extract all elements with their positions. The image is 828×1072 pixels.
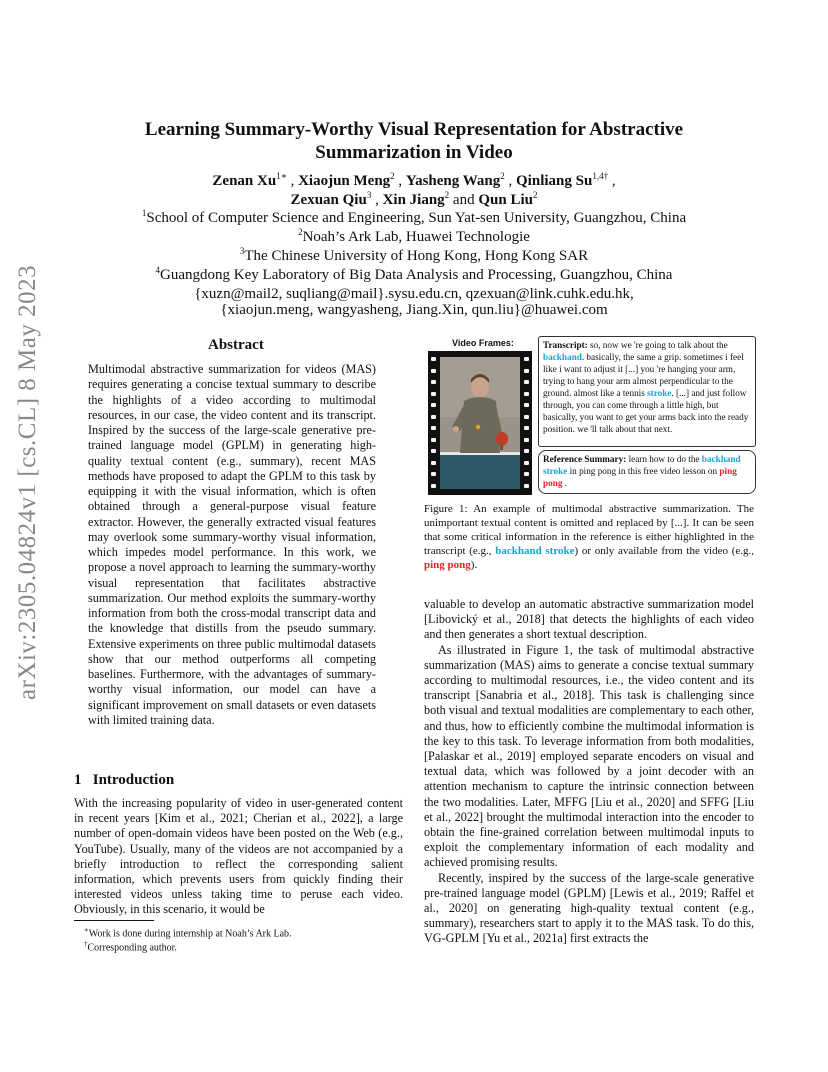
intro-heading xyxy=(74,772,174,789)
affil-text: Noah’s Ark Lab, Huawei Technologie xyxy=(302,229,530,245)
intro-number: 1 xyxy=(74,772,82,788)
author-affil: 1,4† xyxy=(592,171,609,181)
author-affil: 1∗ xyxy=(276,171,287,181)
film-sprocket-hole xyxy=(524,426,529,430)
arxiv-identifier: arXiv:2305.04824v1 [cs.CL] 8 May 2023 xyxy=(14,264,41,700)
film-sprocket-hole xyxy=(431,484,436,488)
affil-text: School of Computer Science and Engineering, Sun Yat-sen University, Guangzhou, China xyxy=(146,210,687,226)
author-name: Xiaojun Meng xyxy=(298,173,391,189)
film-sprocket-hole xyxy=(431,392,436,396)
affil-sup: 3 xyxy=(239,246,245,256)
author-name: Yasheng Wang xyxy=(405,173,501,189)
footnote-2 xyxy=(74,938,404,954)
email-line-2: {xiaojun.meng, wangyasheng, Jiang.Xin, qun.liu}@huawei.com xyxy=(220,302,608,318)
affiliation-3 xyxy=(80,247,748,266)
film-sprocket-hole xyxy=(431,449,436,453)
paper-title xyxy=(80,118,748,164)
ref-highlight-backhand-stroke: backhand stroke xyxy=(543,454,741,476)
film-sprocket-hole xyxy=(431,415,436,419)
film-sprocket-hole xyxy=(524,415,529,419)
footnote-text: Corresponding author. xyxy=(87,942,177,954)
author-name: Qun Liu xyxy=(478,192,533,208)
author-affil: 2 xyxy=(500,171,505,181)
title-line-2: Summarization in Video xyxy=(315,142,513,163)
affiliation-2 xyxy=(80,228,748,247)
transcript-label: Transcript: xyxy=(543,340,588,350)
abstract-text: Multimodal abstractive summarization for videos (MAS) requires generating a concise textual summary to describe the highlights of a video according to multimodal resources, in our case, the video content and its transcript. Inspired by the success of the large-scale generative pre-trained language model (GPLM) in generating high-quality textual content (e.g., summary), recent MAS methods have proposed to adapt the GPLM to this task by equipping it with the visual information, which is often obtained through a general-purpose visual feature extractor. However, the generally extracted visual features may overlook some summary-worthy visual information, which impedes model performance. In this work, we propose a novel approach to learning the summary-worthy visual representation that facilitates abstractive summarization. Our method exploits the summary-worthy information from both the cross-modal transcript data and the knowledge that distills from the pseudo summary. Extensive experiments on three public multimodal datasets show that our method outperforms all competing baselines. Furthermore, with the advantages of summary-worthy visual information, our model can have a significant improvement on small datasets or even datasets with limited training data. xyxy=(88,362,376,727)
affiliation-1 xyxy=(80,209,748,228)
author-list: Zenan $Xu^{1∗}$ , Xiaojun Meng$^2$ , Yasheng Wang$^2$ , Qinliang $Su^{1,4\dagger}$ , Zexuan Qiu$^3$ , Xin Jiang$^2$ and Qun Liu$^2$ xyxy=(212,171,616,208)
paragraph-3: Recently, inspired by the success of the large-scale generative pre-trained language model (GPLM) [Lewis et al., 2019; Raffel et al., 2020] on generating high-quality textual content (e.g., summary), researchers start to apply it to the MAS task. To do this, VG-GPLM [Yu et al., 2021a] first extracts the xyxy=(424,870,754,946)
author-name: Qinliang Su xyxy=(516,173,593,189)
affil-text: Guangdong Key Laboratory of Big Data Analysis and Processing, Guangzhou, China xyxy=(160,267,673,283)
film-sprocket-hole xyxy=(524,403,529,407)
title-line-1: Learning Summary-Worthy Visual Representation for Abstractive xyxy=(144,119,684,140)
caption-text-3: ). xyxy=(470,559,478,571)
film-sprocket-hole xyxy=(431,438,436,442)
film-sprocket-hole xyxy=(431,357,436,361)
footnote-mark: ∗ xyxy=(84,926,89,934)
film-sprocket-hole xyxy=(524,369,529,373)
film-sprocket-hole xyxy=(524,392,529,396)
right-column-body xyxy=(424,597,754,947)
reference-summary-label: Reference Summary: xyxy=(543,454,627,464)
film-sprocket-hole xyxy=(524,449,529,453)
reference-summary-box xyxy=(538,450,756,494)
film-sprocket-hole xyxy=(524,484,529,488)
film-sprocket-hole xyxy=(524,380,529,384)
author-affil: 2 xyxy=(532,190,538,200)
affil-text: The Chinese University of Hong Kong, Hong Kong SAR xyxy=(244,248,589,264)
ref-text-1: learn how to do the xyxy=(626,454,702,464)
affil-sup: 4 xyxy=(155,265,161,275)
film-sprocket-hole xyxy=(431,403,436,407)
author-affil: 3 xyxy=(366,190,372,200)
intro-text: With the increasing popularity of video in user-generated content in recent years [Kim et al., 2021; Cherian et al., 2022], a large number of open-domain videos have been posted on the Web (e.g., YouTube). Usually, many of the videos are not accompanied by a briefly introduction to reflect the corresponding salient information, which prevents users from quickly finding their interested videos unless taking time to peruse each video. Obviously, in this scenario, it would be xyxy=(74,796,403,917)
film-sprocket-hole xyxy=(431,380,436,384)
ref-highlight-ping-pong: ping pong xyxy=(543,466,737,488)
affiliation-4 xyxy=(80,266,748,285)
film-sprocket-hole xyxy=(431,369,436,373)
paragraph-2: As illustrated in Figure 1, the task of multimodal abstractive summarization (MAS) aims to generate a concise textual summary according to multimodal resources, i.e., the video content and its transcript [Sanabria et al., 2018]. This task is challenging since both visual and textual modalities are complementary to each other, and thus, how to efficiently combine the multimodal information is the key to this task. To leverage information from both modalities, [Palaskar et al., 2019] employed separate encoders on visual and textual data, which was followed by a joint decoder with an attention mechanism to capture the intrinsic connection between the two modalities. Later, MFFG [Liu et al., 2020] and SFFG [Liu et al., 2022] brought the multimodal interaction into the encoder to obtain the fine-grained correlation between multimodal inputs to exploit the complementary information of each modality and achieved promising results. xyxy=(424,642,754,870)
film-sprocket-hole xyxy=(431,472,436,476)
affil-sup: 1 xyxy=(141,208,147,218)
author-affil: 2 xyxy=(444,190,450,200)
intro-title: Introduction xyxy=(92,772,175,788)
footnote-rule xyxy=(74,920,154,921)
author-name: Xin Jiang xyxy=(382,192,445,208)
transcript-box xyxy=(538,336,756,447)
video-frame-image xyxy=(440,357,520,489)
transcript-highlight-stroke: stroke xyxy=(647,388,672,398)
ping-pong-player-illustration xyxy=(440,357,520,489)
footnote-text: Work is done during internship at Noah’s Ark Lab. xyxy=(88,928,292,940)
email-line-1: {xuzn@mail2, suqliang@mail}.sysu.edu.cn, qzexuan@link.cuhk.edu.hk, xyxy=(194,286,634,302)
film-sprocket-hole xyxy=(524,461,529,465)
and-word: and xyxy=(452,192,475,208)
abstract-heading: Abstract xyxy=(208,337,264,353)
film-sprocket-hole xyxy=(524,438,529,442)
figure-caption xyxy=(424,502,754,572)
film-sprocket-hole xyxy=(524,472,529,476)
film-sprocket-hole xyxy=(431,461,436,465)
paragraph-1: valuable to develop an automatic abstractive summarization model [Libovický et al., 2018] that detects the highlights of each video and then generates a short textual description. xyxy=(424,597,754,642)
caption-highlight-ping-pong: ping pong xyxy=(424,559,471,571)
transcript-text-1: so, now we 're going to talk about the xyxy=(587,340,728,350)
transcript-highlight-backhand: backhand xyxy=(543,352,582,362)
transcript-text-3: . [...] and just follow through, you can come through a little high, but basically, you want to get your arms back into the ready position. we 'll talk about that next. xyxy=(543,388,749,434)
caption-text-2: ) or only available from the video (e.g., xyxy=(574,545,754,557)
author-name: Zexuan Qiu xyxy=(290,192,367,208)
video-frames-label: Video Frames: xyxy=(452,338,514,348)
ref-text-3: . xyxy=(562,478,568,488)
transcript-text-2: . basically, the same a grip. sometimes i feel like i want to adjust it [...] you 're hanging your arm, trying to hang your arm almost perpendicular to the ground. almost like a tennis xyxy=(543,352,744,398)
film-sprocket-hole xyxy=(524,357,529,361)
author-name: Zenan Xu xyxy=(212,173,277,189)
footnote-mark: † xyxy=(84,940,88,948)
affil-sup: 2 xyxy=(298,227,303,237)
film-sprocket-hole xyxy=(431,426,436,430)
caption-highlight-backhand-stroke: backhand stroke xyxy=(495,545,575,557)
author-affil: 2 xyxy=(390,171,395,181)
caption-text-1: Figure 1: An example of multimodal abstractive summarization. The unimportant textual content is omitted and replaced by [...]. It can be seen that some critical information in the reference is either highlighted in the transcript (e.g., xyxy=(424,503,754,557)
video-filmstrip xyxy=(428,351,532,495)
ref-text-2: in ping pong in this free video lesson on xyxy=(567,466,720,476)
